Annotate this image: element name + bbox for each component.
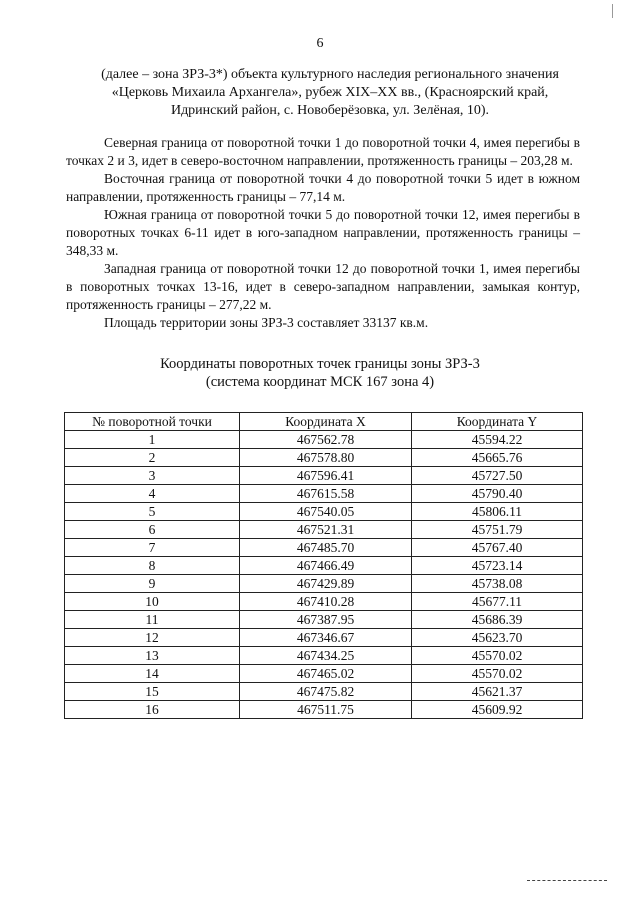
cell-point-number: 5 [65, 503, 240, 521]
cell-coordinate-y: 45623.70 [412, 629, 583, 647]
table-caption-subtitle: (система координат МСК 167 зона 4) [205, 374, 435, 390]
cell-coordinate-x: 467387.95 [240, 611, 412, 629]
cell-point-number: 6 [65, 521, 240, 539]
page-number: 6 [316, 36, 324, 51]
cell-point-number: 3 [65, 467, 240, 485]
table-row [65, 701, 583, 719]
cell-coordinate-y: 45677.11 [412, 593, 583, 611]
table-body [65, 431, 583, 719]
cell-coordinate-x: 467475.82 [240, 683, 412, 701]
east-boundary-paragraph: Восточная граница от поворотной точки 4 до поворотной точки 5 идет в южном направлении, протяженность границы – 77,14 м. [66, 171, 580, 204]
cell-coordinate-x: 467511.75 [240, 701, 412, 719]
cell-point-number: 13 [65, 647, 240, 665]
cell-coordinate-y: 45570.02 [412, 665, 583, 683]
west-boundary-paragraph: Западная граница от поворотной точки 12 до поворотной точки 1, имея перегибы в поворотных точках 13-16, идет в северо-западном направлении, замыкая контур, протяженность границы – 277,22 м. [66, 261, 580, 312]
north-boundary-paragraph: Северная граница от поворотной точки 1 до поворотной точки 4, имея перегибы в точках 2 и 3, идет в северо-восточном направлении, протяженность границы – 203,28 м. [66, 135, 580, 168]
intro-line: «Церковь Михаила Архангела», рубеж XIX–XX вв., (Красноярский край, [111, 85, 549, 100]
intro-line: Идринский район, с. Новоберёзовка, ул. Зелёная, 10). [170, 103, 490, 118]
cell-coordinate-y: 45767.40 [412, 539, 583, 557]
cell-coordinate-x: 467410.28 [240, 593, 412, 611]
cell-point-number: 9 [65, 575, 240, 593]
cell-coordinate-y: 45665.76 [412, 449, 583, 467]
intro-line: (далее – зона ЗРЗ-3*) объекта культурного наследия регионального значения [101, 67, 559, 82]
cell-coordinate-x: 467540.05 [240, 503, 412, 521]
cell-point-number: 11 [65, 611, 240, 629]
table-row [65, 539, 583, 557]
cell-coordinate-x: 467429.89 [240, 575, 412, 593]
cell-point-number: 8 [65, 557, 240, 575]
table-row [65, 665, 583, 683]
header-coordinate-x: Координата X [240, 413, 412, 431]
header-coordinate-y: Координата Y [412, 413, 583, 431]
zone-area-paragraph: Площадь территории зоны ЗРЗ-3 составляет 33137 кв.м. [104, 315, 429, 330]
table-row [65, 647, 583, 665]
cell-coordinate-y: 45621.37 [412, 683, 583, 701]
cell-coordinate-y: 45738.08 [412, 575, 583, 593]
cell-coordinate-y: 45751.79 [412, 521, 583, 539]
cell-coordinate-x: 467465.02 [240, 665, 412, 683]
cell-coordinate-x: 467596.41 [240, 467, 412, 485]
table-row [65, 485, 583, 503]
table-row [65, 521, 583, 539]
signature-line [527, 880, 607, 882]
cell-coordinate-y: 45727.50 [412, 467, 583, 485]
table-caption-title: Координаты поворотных точек границы зоны ЗРЗ-3 [160, 356, 480, 372]
cell-coordinate-y: 45570.02 [412, 647, 583, 665]
table-row [65, 629, 583, 647]
table-row [65, 467, 583, 485]
cell-coordinate-x: 467578.80 [240, 449, 412, 467]
cell-coordinate-x: 467485.70 [240, 539, 412, 557]
cell-point-number: 15 [65, 683, 240, 701]
table-row [65, 593, 583, 611]
cell-coordinate-x: 467434.25 [240, 647, 412, 665]
cell-point-number: 1 [65, 431, 240, 449]
cell-coordinate-y: 45609.92 [412, 701, 583, 719]
table-row [65, 557, 583, 575]
cell-coordinate-y: 45594.22 [412, 431, 583, 449]
intro-paragraph [80, 66, 580, 120]
cell-point-number: 14 [65, 665, 240, 683]
coordinates-table [64, 412, 583, 719]
cell-point-number: 16 [65, 701, 240, 719]
cell-coordinate-y: 45686.39 [412, 611, 583, 629]
header-point-number: № поворотной точки [65, 413, 240, 431]
cell-coordinate-x: 467346.67 [240, 629, 412, 647]
table-caption [0, 355, 640, 391]
table-row [65, 449, 583, 467]
table-row [65, 503, 583, 521]
cell-point-number: 7 [65, 539, 240, 557]
cell-point-number: 4 [65, 485, 240, 503]
cell-coordinate-y: 45790.40 [412, 485, 583, 503]
cell-coordinate-y: 45806.11 [412, 503, 583, 521]
page-edge-mark [612, 4, 613, 18]
cell-point-number: 10 [65, 593, 240, 611]
cell-coordinate-x: 467615.58 [240, 485, 412, 503]
boundary-description [66, 134, 580, 332]
cell-point-number: 12 [65, 629, 240, 647]
cell-coordinate-y: 45723.14 [412, 557, 583, 575]
cell-coordinate-x: 467466.49 [240, 557, 412, 575]
table-header-row [65, 413, 583, 431]
cell-point-number: 2 [65, 449, 240, 467]
table-row [65, 611, 583, 629]
table-row [65, 575, 583, 593]
cell-coordinate-x: 467562.78 [240, 431, 412, 449]
table-row [65, 431, 583, 449]
table-row [65, 683, 583, 701]
south-boundary-paragraph: Южная граница от поворотной точки 5 до поворотной точки 12, имея перегибы в поворотных точках 6-11 идет в юго-западном направлении, протяженность границы – 348,33 м. [66, 207, 580, 258]
cell-coordinate-x: 467521.31 [240, 521, 412, 539]
